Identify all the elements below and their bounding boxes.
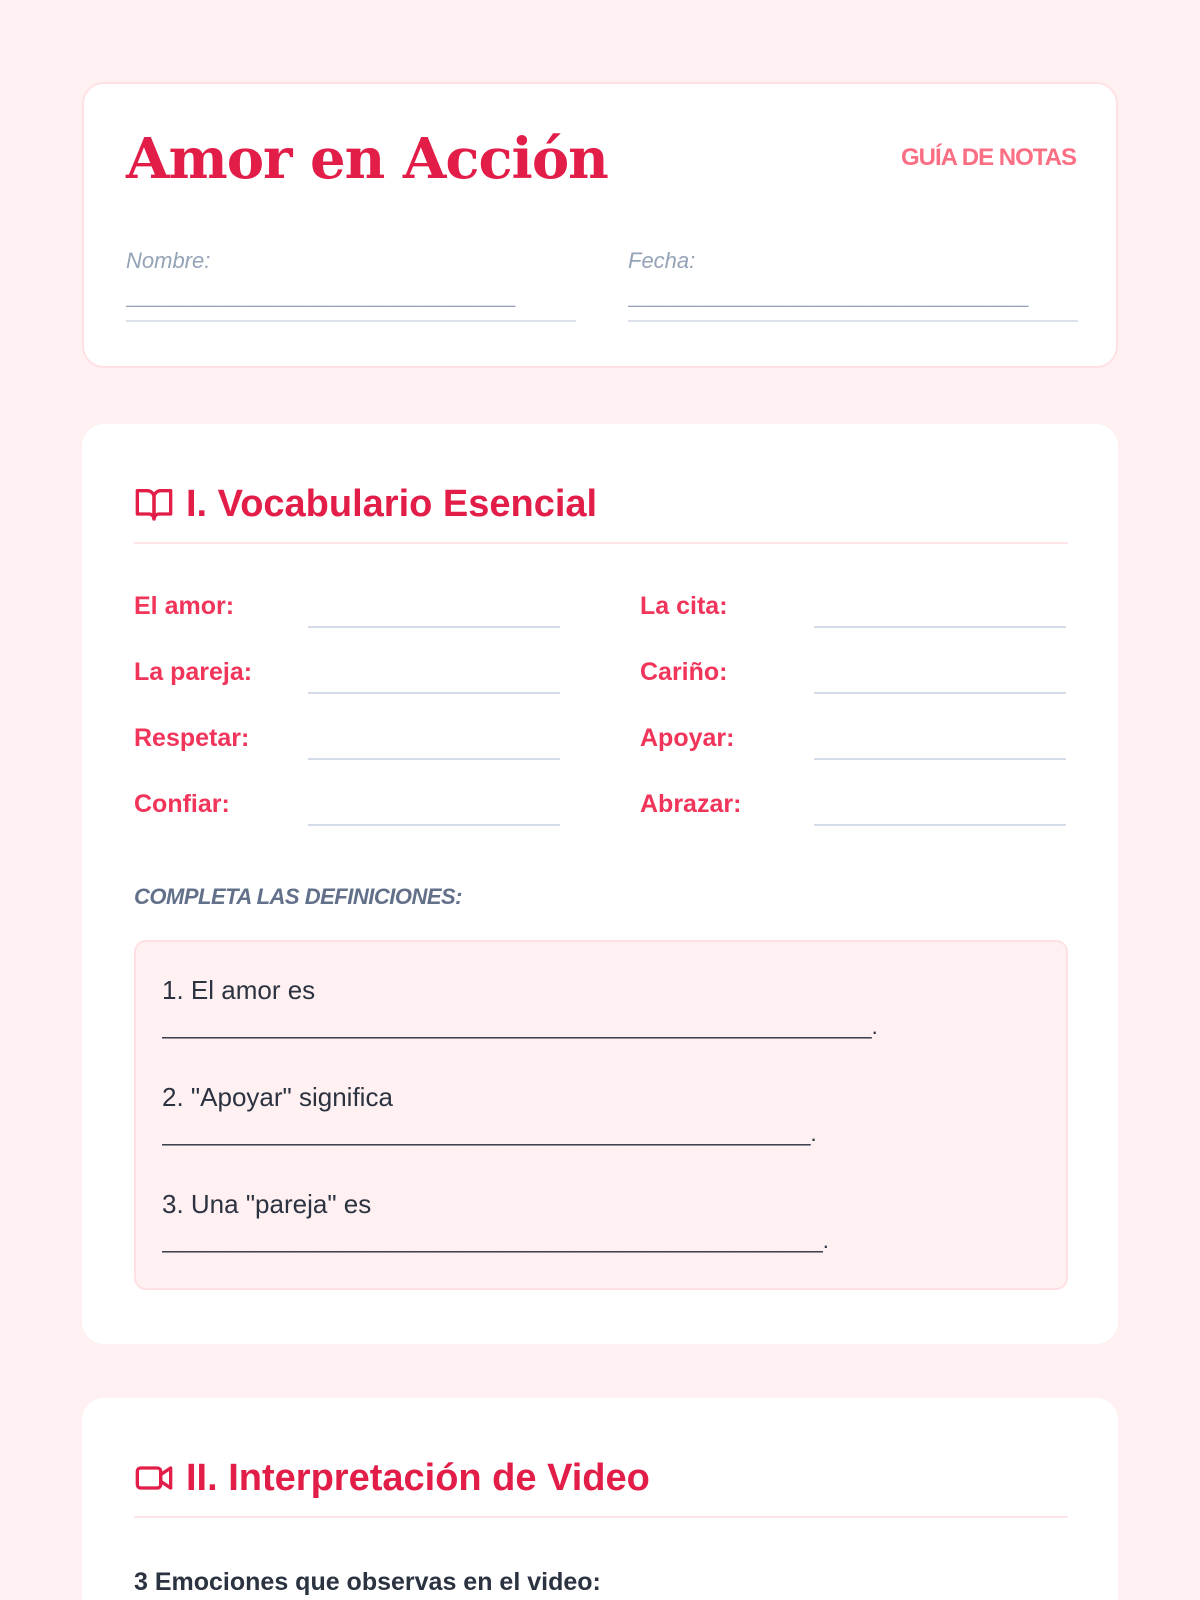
- vocab-label: La cita:: [640, 592, 728, 620]
- vocab-answer-line[interactable]: [814, 824, 1066, 826]
- definition-blank[interactable]: _____________________________________________________.: [162, 1121, 817, 1146]
- definitions-instruction: COMPLETA LAS DEFINICIONES:: [134, 884, 462, 909]
- book-open-icon: [134, 484, 174, 524]
- definition-prompt: 1. El amor es: [162, 975, 316, 1005]
- definition-item[interactable]: [162, 974, 1042, 1044]
- definition-prompt: 2. "Apoyar" significa: [162, 1082, 393, 1112]
- video-title: II. Interpretación de Video: [186, 1457, 650, 1499]
- definition-prompt: 3. Una "pareja" es: [162, 1189, 372, 1219]
- vocab-item[interactable]: [640, 780, 1070, 826]
- vocab-label: Apoyar:: [640, 724, 735, 752]
- vocab-answer-line[interactable]: [814, 692, 1066, 694]
- vocab-item[interactable]: [134, 648, 564, 694]
- vocabulary-title: I. Vocabulario Esencial: [186, 483, 598, 525]
- emotions-label: 3 Emociones que observas en el video:: [134, 1568, 601, 1596]
- vocab-item[interactable]: [134, 780, 564, 826]
- vocab-label: Cariño:: [640, 658, 728, 686]
- definition-blank[interactable]: ______________________________________________________.: [162, 1228, 829, 1253]
- vocab-item[interactable]: [134, 582, 564, 628]
- vocab-label: Abrazar:: [640, 790, 742, 818]
- definition-item[interactable]: [162, 1188, 1042, 1258]
- vocab-answer-line[interactable]: [308, 824, 560, 826]
- document-tag: GUÍA DE NOTAS: [900, 144, 1076, 171]
- vocabulary-section: [82, 424, 1118, 1344]
- definition-blank[interactable]: __________________________________________________________.: [162, 1014, 878, 1039]
- header-card: [82, 82, 1118, 368]
- vocab-item[interactable]: [640, 648, 1070, 694]
- vocab-label: Respetar:: [134, 724, 250, 752]
- document-title: Amor en Acción: [126, 126, 608, 192]
- video-camera-icon: [134, 1458, 174, 1498]
- vocab-answer-line[interactable]: [814, 626, 1066, 628]
- name-label: Nombre:: [126, 248, 211, 273]
- definition-item[interactable]: [162, 1081, 1042, 1151]
- vocab-item[interactable]: [640, 714, 1070, 760]
- vocab-label: Confiar:: [134, 790, 230, 818]
- name-underline: [126, 320, 576, 322]
- vocab-answer-line[interactable]: [308, 626, 560, 628]
- vocabulary-section-header: [134, 482, 1068, 544]
- video-section: [82, 1398, 1118, 1600]
- vocab-item[interactable]: [134, 714, 564, 760]
- date-blank[interactable]: ____________________________________: [628, 286, 1029, 308]
- name-field[interactable]: [126, 248, 576, 322]
- date-field[interactable]: [628, 248, 1078, 322]
- name-blank[interactable]: ___________________________________: [126, 286, 516, 308]
- date-underline: [628, 320, 1078, 322]
- vocab-label: El amor:: [134, 592, 235, 620]
- vocab-answer-line[interactable]: [814, 758, 1066, 760]
- video-section-header: [134, 1456, 1068, 1518]
- date-label: Fecha:: [628, 248, 696, 273]
- vocab-answer-line[interactable]: [308, 758, 560, 760]
- vocab-item[interactable]: [640, 582, 1070, 628]
- definitions-box: [134, 940, 1068, 1290]
- vocab-label: La pareja:: [134, 658, 253, 686]
- vocab-answer-line[interactable]: [308, 692, 560, 694]
